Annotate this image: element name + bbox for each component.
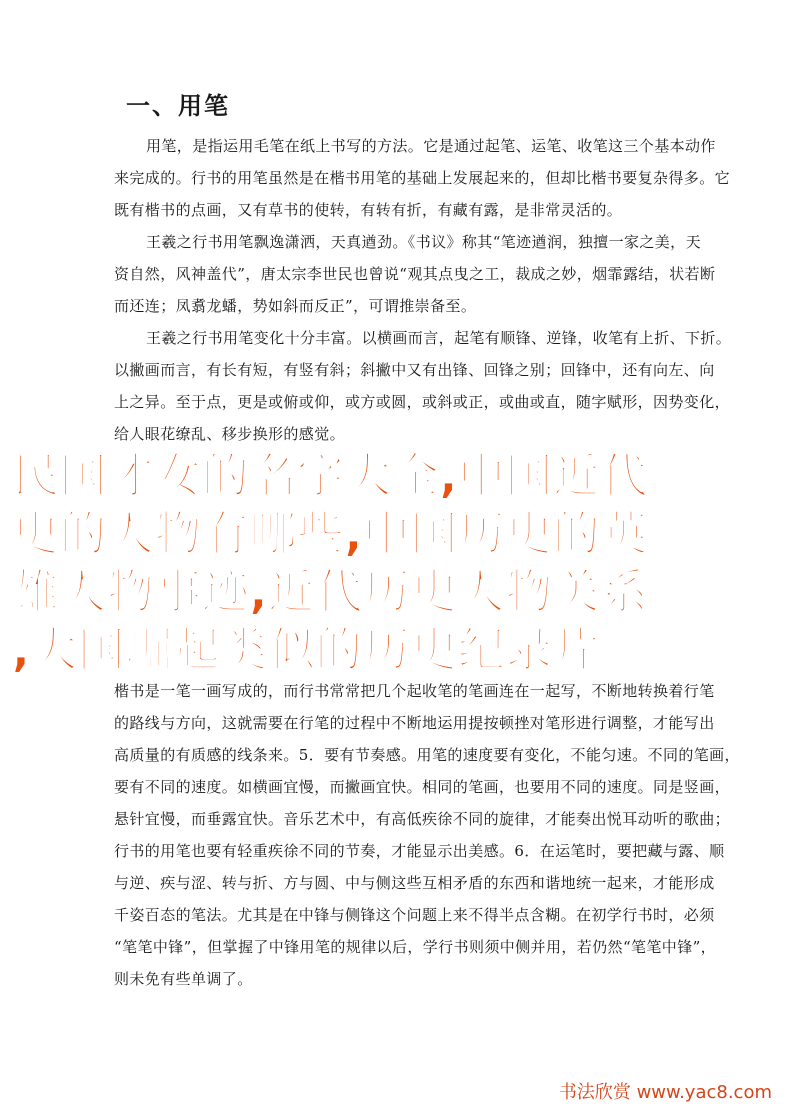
overlay-title — [12, 448, 792, 680]
paragraph-line: 高质量的有质感的线条来。5．要有节奏感。用笔的速度要有变化，不能匀速。不同的笔画， — [114, 746, 740, 764]
paragraph-line: 以撇画而言，有长有短，有竖有斜；斜撇中又有出锋、回锋之别；回锋中，还有向左、向 — [114, 361, 715, 379]
overlay-line: 史的人物有哪些,中国历史的英 — [12, 507, 648, 562]
paragraph-line: 既有楷书的点画，又有草书的使转，有转有折，有藏有露，是非常灵活的。 — [114, 201, 623, 219]
paragraph-line: 而还连；凤翥龙蟠，势如斜而反正”，可谓推崇备至。 — [114, 297, 477, 315]
paragraph-line: 来完成的。行书的用笔虽然是在楷书用笔的基础上发展起来的，但却比楷书要复杂得多。它 — [114, 169, 731, 187]
paragraph-line: 用笔，是指运用毛笔在纸上书写的方法。它是通过起笔、运笔、收笔这三个基本动作 — [146, 137, 716, 155]
section-heading: 一、用笔 — [126, 92, 230, 120]
paragraph-line: “笔笔中锋”，但掌握了中锋用笔的规律以后，学行书则须中侧并用，若仍然“笔笔中锋”， — [114, 938, 717, 956]
paragraph-line: 资自然，风神盖代”，唐太宗李世民也曾说“观其点曳之工，裁成之妙，烟霏露结，状若断 — [114, 265, 716, 283]
paragraph-line: 行书的用笔也要有轻重疾徐不同的节奏，才能显示出美感。6．在运笔时，要把藏与露、顺 — [114, 842, 725, 860]
paragraph-line: 则未免有些单调了。 — [114, 970, 253, 988]
overlay-line: 民国才女的名字大全,中国近代 — [12, 449, 648, 504]
paragraph-line: 与逆、疾与涩、转与折、方与圆、中与侧这些互相矛盾的东西和谐地统一起来，才能形成 — [114, 874, 715, 892]
overlay-line: ,大国崛起类似的历史纪录片 — [12, 623, 601, 678]
paragraph-line: 王羲之行书用笔变化十分丰富。以横画而言，起笔有顺锋、逆锋，收笔有上折、下折。 — [146, 329, 732, 347]
paragraph-line: 王羲之行书用笔飘逸潇洒，天真遒劲。《书议》称其“笔迹遒润，独擅一家之美，天 — [146, 233, 701, 251]
paragraph-line: 千姿百态的笔法。尤其是在中锋与侧锋这个问题上来不得半点含糊。在初学行书时，必须 — [114, 906, 715, 924]
paragraph-line: 要有不同的速度。如横画宜慢，而撇画宜快。相同的笔画，也要用不同的速度。同是竖画， — [114, 778, 731, 796]
site-watermark: 书法欣赏 www.yac8.com — [558, 1082, 772, 1103]
paragraph-line: 给人眼花缭乱、移步换形的感觉。 — [114, 425, 346, 443]
overlay-line: 雄人物事迹,近代历史人物关系 — [12, 565, 648, 620]
paragraph-line: 楷书是一笔一画写成的，而行书常常把几个起收笔的笔画连在一起写，不断地转换着行笔 — [114, 682, 715, 700]
paragraph-line: 的路线与方向，这就需要在行笔的过程中不断地运用提按顿挫对笔形进行调整，才能写出 — [114, 714, 715, 732]
paragraph-line: 悬针宜慢，而垂露宜快。音乐艺术中，有高低疾徐不同的旋律，才能奏出悦耳动听的歌曲； — [114, 810, 731, 828]
paragraph-line: 上之异。至于点，更是或俯或仰，或方或圆，或斜或正，或曲或直，随字赋形，因势变化， — [114, 393, 731, 411]
